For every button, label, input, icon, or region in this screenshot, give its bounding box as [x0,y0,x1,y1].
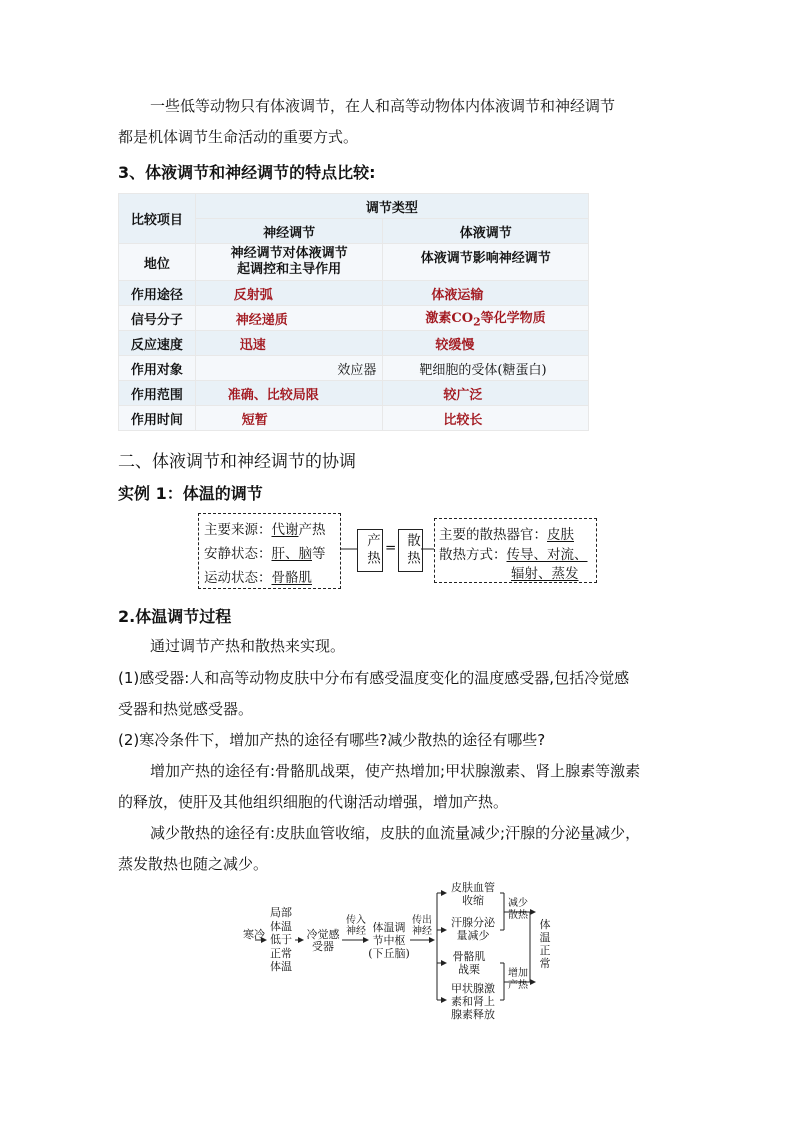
flow-normal-1: 体 [539,918,551,931]
flow-afferent-1: 传入 [346,915,366,926]
header-humoral: 体液调节 [383,219,589,244]
flow-normal-temp [538,918,552,970]
cell-neural: 迅速 [195,331,383,356]
flow-effector-muscle-1: 骨骼肌 [452,950,486,963]
flow-cold: 寒冷 [243,928,265,941]
loss-organ-label: 主要的散热器官： [439,527,547,543]
header-compare-item: 比较项目 [119,194,196,244]
flow-local-temp [268,906,294,974]
row-label: 反应速度 [119,331,196,356]
cell-neural: 效应器 [195,356,383,381]
produce-heat-label: 产热 [364,533,380,568]
process-title: 2.体温调节过程 [118,607,232,626]
cell-humoral: 较广泛 [383,381,589,406]
cell-humoral: 靶细胞的受体(糖蛋白) [383,356,589,381]
flow-effector-muscle [446,950,492,976]
equals-sign: = [385,540,397,556]
flow-effector-sweat-2: 量减少 [456,929,490,942]
increase-line-2: 的释放，使肝及其他组织细胞的代谢活动增强，增加产热。 [118,793,509,811]
cell-neural: 准确、比较局限 [195,381,383,406]
source-exercise-value: 骨骼肌 [271,570,312,586]
flow-local-temp-2: 体温 [270,919,292,933]
cell-humoral-subscript: 2 [473,315,481,329]
row-label: 作用途径 [119,281,196,306]
section-3-title: 3、体液调节和神经调节的特点比较: [118,163,376,182]
intro-line-1: 一些低等动物只有体液调节，在人和高等动物体内体液调节和神经调节 [150,97,616,115]
flow-receptor-1: 冷觉感 [306,928,340,941]
loss-methods-value: 传导、对流、 [506,547,588,563]
flow-reduce-1: 减少 [508,898,528,909]
flow-reduce-2: 散热 [508,910,528,921]
flow-local-temp-5: 体温 [270,960,292,973]
source-main-label: 主要来源： [204,522,272,538]
flow-effector-muscle-2: 战栗 [458,963,480,976]
flow-effector-vessels-1: 皮肤血管 [451,881,495,894]
flow-normal-3: 正 [539,944,551,957]
source-main-suffix: 产热 [298,522,326,538]
process-intro: 通过调节产热和散热来实现。 [150,637,346,655]
cell-humoral: 体液运输 [383,281,589,306]
intro-line-2: 都是机体调节生命活动的重要方式。 [118,128,359,146]
header-neural: 神经调节 [195,219,383,244]
cell-neural: 短暂 [195,406,383,431]
cell-neural-line-2: 起调控和主导作用 [237,262,342,277]
flow-receptor [304,929,342,953]
flow-center-2: 节中枢 [372,934,406,947]
cell-neural: 神经递质 [195,306,383,331]
cell-humoral: 较缓慢 [383,331,589,356]
source-main-value: 代谢 [271,522,299,538]
source-rest-suffix: 等 [312,546,326,562]
cell-humoral: 比较长 [383,406,589,431]
flow-receptor-2: 受器 [312,940,334,953]
decrease-line-2: 蒸发散热也随之减少。 [118,855,269,873]
row-label: 作用对象 [119,356,196,381]
loss-methods-label: 散热方式： [439,547,507,563]
flow-afferent-2: 神经 [346,926,366,937]
item-1-line-2: 受器和热觉感受器。 [118,700,254,718]
item-2: (2)寒冷条件下，增加产热的途径有哪些?减少散热的途径有哪些? [118,731,546,749]
flow-effector-vessels-2: 收缩 [462,894,484,907]
item-1-line-1: (1)感受器:人和高等动物皮肤中分布有感受温度变化的温度感受器,包括冷觉感 [118,669,630,687]
cell-neural-line-1: 神经调节对体液调节 [230,246,348,261]
flow-increase-production [506,968,530,992]
flow-local-temp-4: 正常 [270,946,292,960]
row-label: 信号分子 [119,306,196,331]
flow-increase-1: 增加 [508,968,528,979]
flow-efferent-2: 神经 [412,926,432,937]
row-label: 作用时间 [119,406,196,431]
source-rest-value: 肝、脑 [271,546,312,562]
cell-humoral-part-a: 激素CO [425,311,474,327]
flow-local-temp-1: 局部 [270,906,292,919]
row-label: 作用范围 [119,381,196,406]
source-rest-label: 安静状态： [204,546,272,562]
increase-line-1: 增加产热的途径有:骨骼肌战栗，使产热增加;甲状腺激素、肾上腺素等激素 [150,762,641,780]
flow-effector-vessels [446,881,500,907]
flow-efferent-1: 传出 [412,915,432,926]
section-two-title: 二、体液调节和神经调节的协调 [118,452,356,472]
flow-effector-hormones-2: 素和肾上 [451,995,495,1008]
flow-center [368,921,410,960]
flow-effector-sweat-1: 汗腺分泌 [451,916,495,929]
cell-neural: 反射弧 [195,281,383,306]
flow-effector-hormones-3: 腺素释放 [451,1008,495,1021]
decrease-line-1: 减少散热的途径有:皮肤血管收缩，皮肤的血流量减少;汗腺的分泌量减少， [150,824,641,842]
flow-afferent [343,915,369,937]
flow-normal-4: 常 [539,957,551,970]
cell-humoral: 体液调节影响神经调节 [383,244,589,281]
example-1-title: 实例 1：体温的调节 [118,484,263,503]
flow-normal-2: 温 [539,931,551,944]
loss-organ-value: 皮肤 [547,527,574,543]
flow-center-1: 体温调 [372,921,406,934]
dissipate-heat-label: 散热 [404,533,420,568]
source-exercise-label: 运动状态： [204,570,272,586]
flow-effector-hormones-1: 甲状腺激 [451,982,495,995]
flow-increase-2: 产热 [508,980,528,991]
row-label: 地位 [119,244,196,281]
flow-center-3: (下丘脑) [368,947,410,960]
cell-humoral-part-b: 等化学物质 [480,311,546,327]
flow-reduce-dissipation [506,898,530,922]
flow-effector-sweat [446,916,500,942]
flow-effector-hormones [446,982,500,1021]
header-type: 调节类型 [195,194,588,219]
loss-methods-value-2: 辐射、蒸发 [511,566,579,582]
flow-local-temp-3: 低于 [270,933,292,946]
flow-efferent [409,915,435,937]
